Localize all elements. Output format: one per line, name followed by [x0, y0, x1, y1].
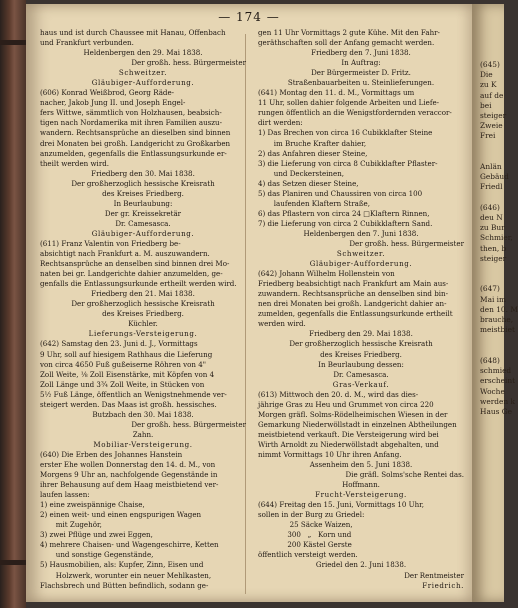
text-line: In Beurlaubung:	[113, 198, 173, 208]
text-line: Hoffmann.	[342, 480, 380, 490]
text-line: 2) einen weit- und einen engspurigen Wagen	[40, 510, 202, 520]
text-line: Dr. Camesasca.	[333, 369, 389, 379]
text-line: Der Rentmeister	[404, 570, 464, 580]
text-line: Griedel den 2. Juni 1838.	[315, 560, 407, 570]
text-line: Frucht-Versteigerung.	[315, 490, 407, 500]
text-line: tigen nach Nordamerika mit ihren Familien auszu-	[40, 118, 222, 128]
text-line: (642) Johann Wilhelm Hollenstein von	[258, 269, 395, 279]
text-line: Der großh. hess. Bürgermeister	[349, 238, 464, 248]
text-line: erster Ehe wollen Donnerstag den 14. d. M., von	[40, 460, 216, 470]
text-line: (613) Mittwoch den 20. d. M., wird das dies-	[258, 389, 419, 399]
text-line: 4) das Setzen dieser Steine,	[258, 178, 359, 188]
text-line: werden wird.	[258, 319, 306, 329]
text-line: 1) eine zweispännige Chaise,	[40, 500, 145, 510]
text-line: steigert werden. Das Maas ist großh. hessisches.	[40, 399, 217, 409]
text-line: Friedberg den 30. Mai 1838.	[91, 168, 195, 178]
text-line: 1) Das Brechen von circa 16 Cubikklafter Steine	[258, 128, 433, 138]
text-line: Schweitzer.	[336, 249, 386, 259]
text-line: Mobiliar-Versteigerung.	[93, 439, 193, 449]
text-line: 7) die Lieferung von circa 2 Cubikklaftern Sand.	[258, 218, 433, 228]
text-line: 3) die Lieferung von circa 8 Cubikklafter Pflaster-	[258, 158, 438, 168]
text-line: Morgens 9 Uhr an, nachfolgende Gegenstände in	[40, 470, 218, 480]
text-line: (606) Konrad Weißbrod, Georg Räde-	[40, 88, 175, 98]
text-line: theilt werden wird.	[40, 158, 110, 168]
text-line: Gläubiger-Aufforderung.	[91, 78, 195, 88]
text-line: Der großh. hess. Bürgermeister	[131, 58, 246, 68]
text-line: nen drei Monaten bei großh. Landgericht dahier an-	[258, 299, 447, 309]
text-line: anzumelden, gegenfalls die Entlassungsurkunde er-	[40, 148, 227, 158]
text-line: geräthschaften soll der Anfang gemacht werden.	[258, 38, 435, 48]
text-line: (642) Samstag den 23. Juni d. J., Vormittags	[40, 339, 198, 349]
text-line: Gläubiger-Aufforderung.	[309, 259, 413, 269]
text-line: des Kreises Friedberg.	[320, 349, 402, 359]
facing-page-edge	[472, 4, 518, 602]
text-line: genfalls die Entlassungsurkunde ertheilt werden wird.	[40, 279, 237, 289]
text-line: Zoll Länge und 3¾ Zoll Weite, in Stücken von	[40, 379, 205, 389]
text-line: 2) das Anfahren dieser Steine,	[258, 148, 368, 158]
text-line: ihrer Behausung auf dem Haag meistbietend ver-	[40, 480, 219, 490]
text-line: Friedberg den 29. Mai 1838.	[309, 329, 413, 339]
text-line: 5) das Planiren und Chaussiren von circa 100	[258, 188, 423, 198]
text-line: mit Zugehör,	[40, 520, 102, 530]
left-column	[40, 28, 246, 591]
text-line: (644) Freitag den 15. Juni, Vormittags 10 Uhr,	[258, 500, 425, 510]
text-line: nimmt Vormittags 10 Uhr ihren Anfang.	[258, 449, 402, 459]
text-line: naten bei gr. Landgerichte dahier anzumelden, ge-	[40, 269, 223, 279]
facing-page-fragment: (645) Die zu K auf de bei steiger Zweie Frei Anlän Gebäud Friedl (646) deu N zu Bur Schmier, then, b steiger (647) Mai im den 10. M brauche, meistbiet (648) schmied erscheint Woche werden k Haus Ge	[480, 60, 518, 416]
text-line: Friedberg den 7. Juni 1838.	[311, 48, 411, 58]
text-line: 4) mehrere Chaisen- und Wagengeschirre, Ketten	[40, 540, 219, 550]
text-line: zuwandern. Rechtsansprüche an denselben sind bin-	[258, 289, 448, 299]
text-line: Gemarkung Niederwöllstadt in einzelnen Abtheilungen	[258, 419, 457, 429]
text-line: Der großherzoglich hessische Kreisrath	[289, 339, 433, 349]
text-line: und Frankfurt verbunden.	[40, 38, 134, 48]
text-line: drei Monaten bei großh. Landgericht zu Großkarben	[40, 138, 231, 148]
text-line: Straßenbauarbeiten u. Steinlieferungen.	[287, 78, 435, 88]
text-line: 5½ Fuß Länge, öffentlich an Wenigstnehmende ver-	[40, 389, 227, 399]
text-line: In Beurlaubung dessen:	[318, 359, 404, 369]
text-line: jährige Gras zu Heu und Grummet von circa 220	[258, 399, 434, 409]
text-line: Heldenbergen den 29. Mai 1838.	[83, 48, 203, 58]
text-line: öffentlich versteigt werden.	[258, 550, 358, 560]
text-line: fers Wittwe, sämmtlich von Holzhausen, beabsich-	[40, 108, 222, 118]
text-line: im Bruche Krafter dahier,	[258, 138, 367, 148]
text-line: des Kreises Friedberg.	[102, 309, 184, 319]
text-line: Die gräfl. Solms'sche Rentei das.	[345, 470, 464, 480]
text-line: Rechtsansprüche an denselben sind binnen drei Mo-	[40, 259, 230, 269]
book-page	[26, 4, 472, 602]
text-line: Holzwerk, worunter ein neuer Mehlkasten,	[40, 570, 212, 580]
text-line: Gläubiger-Aufforderung.	[91, 228, 195, 238]
text-line: Zoll Weite, ⅛ Zoll Eisenstärke, mit Köpfen von 4	[40, 369, 215, 379]
text-line: (611) Franz Valentin von Friedberg be-	[40, 238, 181, 248]
right-column	[258, 28, 464, 591]
text-line: Flachsbrech und Bütten befindlich, sodann ge-	[40, 580, 209, 590]
text-line: 25 Säcke Waizen,	[258, 520, 353, 530]
text-line: laufenden Klaftern Straße,	[258, 198, 371, 208]
text-line: Heldenbergen den 7. Juni 1838.	[303, 228, 419, 238]
text-line: und sonstige Gegenstände,	[40, 550, 154, 560]
text-line: Küchler.	[128, 319, 158, 329]
text-line: Friedrich.	[422, 580, 464, 590]
text-line: Der großherzoglich hessische Kreisrath	[71, 299, 215, 309]
text-line: wandern. Rechtsansprüche an dieselben sind binnen	[40, 128, 231, 138]
text-line: des Kreises Friedberg.	[102, 188, 184, 198]
text-line: 300 „ Korn und	[258, 530, 352, 540]
text-line: Der großherzoglich hessische Kreisrath	[71, 178, 215, 188]
text-line: Dr. Camesasca.	[115, 218, 171, 228]
text-line: Der Bürgermeister D. Fritz.	[311, 68, 411, 78]
text-line: absichtigt nach Frankfurt a. M. auszuwandern.	[40, 249, 210, 259]
text-line: Schweitzer.	[118, 68, 168, 78]
page-number: — 174 —	[218, 10, 280, 24]
text-line: Gras-Verkauf.	[332, 379, 390, 389]
text-line: Der großh. hess. Bürgermeister	[131, 419, 246, 429]
text-line: 11 Uhr, sollen dahier folgende Arbeiten und Liefe-	[258, 98, 440, 108]
text-line: In Auftrag:	[341, 58, 381, 68]
text-line: Friedberg den 21. Mai 1838.	[91, 289, 195, 299]
text-line: (641) Montag den 11. d. M., Vormittags um	[258, 88, 415, 98]
text-line: (640) Die Erben des Johannes Hanstein	[40, 449, 183, 459]
text-line: laufen lassen:	[40, 490, 90, 500]
text-line: Zahn.	[132, 429, 154, 439]
text-line: Wirth Arnoldt zu Niederwöllstadt abgehalten, und	[258, 439, 439, 449]
text-line: 3) zwei Pflüge und zwei Eggen,	[40, 530, 153, 540]
text-line: nacher, Jakob Jung II. und Joseph Engel-	[40, 98, 186, 108]
text-line: 5) Hausmobilien, als: Kupfer, Zinn, Eisen und	[40, 560, 204, 570]
text-line: dirt werden:	[258, 118, 303, 128]
text-line: gen 11 Uhr Vormittags 2 gute Kühe. Mit den Fahr-	[258, 28, 440, 37]
text-line: Der gr. Kreissekretär	[104, 208, 182, 218]
text-line: zumelden, gegenfalls die Entlassungsurkunde ertheilt	[258, 309, 453, 319]
text-line: 9 Uhr, soll auf hiesigem Rathhaus die Lieferung	[40, 349, 213, 359]
text-line: von circa 4650 Fuß gußeiserne Röhren von 4"	[40, 359, 207, 369]
text-line: sollen in der Burg zu Griedel:	[258, 510, 365, 520]
book-spine	[0, 0, 26, 608]
text-line: Lieferungs-Versteigerung.	[88, 329, 198, 339]
text-line: 6) das Pflastern von circa 24 □Klaftern Rinnen,	[258, 208, 430, 218]
text-line: rungen öffentlich an die Wenigstfordernden veraccor-	[258, 108, 452, 118]
text-line: Morgen gräfl. Solms-Rödelheimischen Wiesen in der	[258, 409, 448, 419]
text-line: haus und ist durch Chaussee mit Hanau, Offenbach	[40, 28, 226, 37]
text-line: 200 Kästel Gerste	[258, 540, 352, 550]
text-line: Friedberg beabsichtigt nach Frankfurt am Main aus-	[258, 279, 449, 289]
text-line: Assenheim den 5. Juni 1838.	[309, 460, 413, 470]
text-line: und Deckersteinen,	[258, 168, 345, 178]
text-line: Butzbach den 30. Mai 1838.	[92, 409, 194, 419]
text-line: meistbietend verkauft. Die Versteigerung wird bei	[258, 429, 439, 439]
